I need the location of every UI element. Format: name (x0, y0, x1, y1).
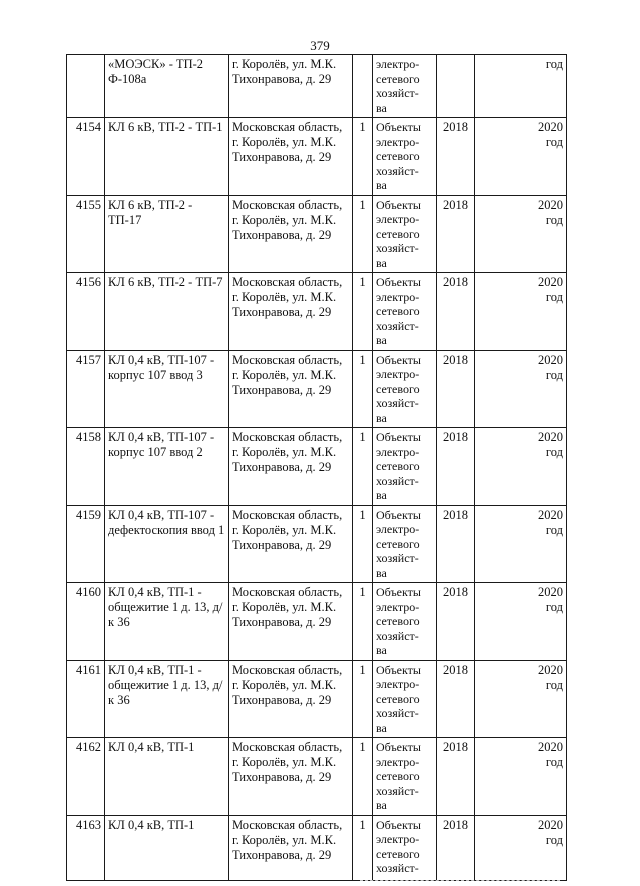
deadline-unit: год (545, 832, 563, 847)
object-name-cell: КЛ 0,4 кВ, ТП-107 - корпус 107 ввод 3 (105, 350, 229, 428)
category-line: сетевого (376, 769, 420, 783)
table-row (67, 505, 567, 583)
quantity-cell: 1 (353, 815, 373, 880)
object-name-cell (105, 55, 229, 118)
category-line: Объекты (376, 120, 421, 134)
table-row-continued (67, 55, 567, 118)
deadline-year: 2020 (538, 275, 563, 289)
year-cell: 2018 (437, 815, 475, 880)
address-cell: Московская область, г. Королёв, ул. М.К. Тихонравова, д. 29 (229, 505, 353, 583)
category-line: ва (376, 255, 387, 270)
address-cell: Московская область, г. Королёв, ул. М.К. Тихонравова, д. 29 (229, 660, 353, 738)
deadline-year: 2020 (538, 817, 563, 832)
category-cell (373, 505, 437, 583)
deadline-year: 2020 (538, 120, 563, 134)
category-line: электро- (376, 599, 420, 614)
quantity-cell: 1 (353, 273, 373, 351)
category-line: ва (376, 798, 387, 812)
category-line: ва (376, 720, 387, 735)
category-line: электро- (376, 367, 420, 381)
category-line: электро- (376, 677, 420, 691)
category-line: сетевого (376, 846, 420, 861)
deadline-unit: год (545, 290, 563, 304)
year-cell: 2018 (437, 660, 475, 738)
row-number-cell: 4161 (67, 660, 105, 738)
category-line: сетевого (376, 71, 420, 86)
address-cell: Московская область, г. Королёв, ул. М.К. Тихонравова, д. 29 (229, 118, 353, 196)
deadline-unit: год (545, 522, 563, 537)
deadline-year: 2020 (538, 662, 563, 677)
registry-body (67, 55, 567, 881)
quantity-cell: 1 (353, 583, 373, 661)
category-cell (373, 815, 437, 880)
category-line: хозяйст- (376, 163, 419, 178)
category-line: хозяйст- (376, 86, 419, 100)
category-line: ва (376, 488, 387, 502)
object-name-cell: КЛ 0,4 кВ, ТП-1 - общежитие 1 д. 13, д/к 36 (105, 660, 229, 738)
category-line: хозяйст- (376, 783, 419, 798)
category-line: электро- (376, 289, 420, 304)
category-line: сетевого (376, 149, 420, 163)
table-row (67, 738, 567, 816)
category-line: ва (376, 410, 387, 425)
year-cell: 2018 (437, 118, 475, 196)
year-cell: 2018 (437, 738, 475, 816)
category-line: сетевого (376, 459, 420, 473)
deadline-year: 2020 (538, 585, 563, 599)
category-line: сетевого (376, 226, 420, 241)
object-name-line: «МОЭСК» - ТП-2 (108, 57, 204, 71)
category-line: сетевого (376, 614, 420, 628)
deadline-cell (475, 428, 567, 506)
category-line: сетевого (376, 536, 420, 551)
object-name-cell: КЛ 0,4 кВ, ТП-1 (105, 815, 229, 880)
category-cell (373, 583, 437, 661)
object-name-line: Ф-108а (108, 72, 147, 86)
registry-table (66, 54, 567, 881)
category-line: электро- (376, 832, 420, 846)
category-line: сетевого (376, 304, 420, 318)
deadline-cell (475, 118, 567, 196)
year-cell: 2018 (437, 195, 475, 273)
category-line: сетевого (376, 381, 420, 396)
deadline-cell (475, 55, 567, 118)
deadline-cell (475, 815, 567, 880)
year-cell: 2018 (437, 505, 475, 583)
row-number-cell: 4162 (67, 738, 105, 816)
deadline-cell (475, 273, 567, 351)
table-row (67, 428, 567, 506)
category-line: Объекты (376, 197, 421, 212)
category-line: хозяйст- (376, 396, 419, 410)
object-name-cell: КЛ 0,4 кВ, ТП-1 (105, 738, 229, 816)
address-line: Тихонравова, д. 29 (232, 72, 332, 86)
deadline-unit: год (545, 135, 563, 149)
deadline-year: 2020 (538, 430, 563, 444)
category-line: электро- (376, 754, 420, 769)
quantity-cell: 1 (353, 428, 373, 506)
quantity-cell: 1 (353, 505, 373, 583)
quantity-cell: 1 (353, 350, 373, 428)
year-cell (437, 55, 475, 118)
category-line: электро- (376, 134, 420, 149)
object-name-cell: КЛ 0,4 кВ, ТП-107 - дефектоскопия ввод 1 (105, 505, 229, 583)
table-row (67, 195, 567, 273)
address-line: г. Королёв, ул. М.К. (232, 57, 337, 71)
row-number-cell: 4158 (67, 428, 105, 506)
row-number-cell: 4156 (67, 273, 105, 351)
deadline-year: 2020 (538, 352, 563, 367)
category-line: Объекты (376, 275, 421, 289)
object-name-cell: КЛ 0,4 кВ, ТП-107 - корпус 107 ввод 2 (105, 428, 229, 506)
deadline-year: 2020 (538, 197, 563, 212)
row-number-cell: 4160 (67, 583, 105, 661)
category-line: Объекты (376, 352, 421, 367)
category-cell (373, 428, 437, 506)
quantity-cell: 1 (353, 118, 373, 196)
category-line: ва (376, 100, 387, 115)
object-name-cell: КЛ 6 кВ, ТП-2 - ТП-1 (105, 118, 229, 196)
year-cell: 2018 (437, 583, 475, 661)
category-line: Объекты (376, 817, 421, 832)
category-line: хозяйст- (376, 628, 419, 643)
quantity-cell: 1 (353, 738, 373, 816)
deadline-unit: год (545, 677, 563, 692)
row-number-cell: 4154 (67, 118, 105, 196)
category-line: хозяйст- (376, 241, 419, 255)
category-cell (373, 350, 437, 428)
quantity-cell (353, 55, 373, 118)
deadline-unit: год (545, 212, 563, 227)
object-name-cell: КЛ 0,4 кВ, ТП-1 - общежитие 1 д. 13, д/к 36 (105, 583, 229, 661)
object-name-cell: КЛ 6 кВ, ТП-2 - ТП-17 (105, 195, 229, 273)
category-line: хозяйст- (376, 318, 419, 333)
category-line: Объекты (376, 507, 421, 522)
category-line: хозяйст- (376, 473, 419, 488)
address-cell: Московская область, г. Королёв, ул. М.К. Тихонравова, д. 29 (229, 815, 353, 880)
deadline-cell (475, 738, 567, 816)
page-number: 379 (310, 38, 330, 53)
category-cell (373, 195, 437, 273)
deadline-unit: год (545, 755, 563, 769)
table-row (67, 273, 567, 351)
table-row (67, 583, 567, 661)
row-number-cell (67, 55, 105, 118)
address-cell: Московская область, г. Королёв, ул. М.К. Тихонравова, д. 29 (229, 428, 353, 506)
deadline-cell (475, 660, 567, 738)
category-line: Объекты (376, 430, 421, 444)
category-line: электро- (376, 444, 420, 459)
deadline-unit: год (545, 367, 563, 382)
table-row (67, 350, 567, 428)
category-cell (373, 55, 437, 118)
category-cell (373, 738, 437, 816)
scan-edge-artifact (360, 880, 560, 882)
category-line: хозяйст- (376, 551, 419, 565)
category-line: сетевого (376, 691, 420, 706)
deadline-year: 2020 (538, 740, 563, 754)
deadline-cell (475, 350, 567, 428)
category-line: ва (376, 333, 387, 347)
deadline-cell (475, 583, 567, 661)
category-line: электро- (376, 212, 420, 226)
row-number-cell: 4155 (67, 195, 105, 273)
category-line: хозяйст- (376, 706, 419, 720)
table-row (67, 660, 567, 738)
deadline-cell (475, 505, 567, 583)
table-row (67, 118, 567, 196)
address-cell: Московская область, г. Королёв, ул. М.К. Тихонравова, д. 29 (229, 350, 353, 428)
category-line: Объекты (376, 585, 421, 599)
year-cell: 2018 (437, 273, 475, 351)
quantity-cell: 1 (353, 195, 373, 273)
year-cell: 2018 (437, 350, 475, 428)
category-cell (373, 118, 437, 196)
deadline-unit: год (545, 445, 563, 459)
object-name-cell: КЛ 6 кВ, ТП-2 - ТП-7 (105, 273, 229, 351)
address-cell: Московская область, г. Королёв, ул. М.К. Тихонравова, д. 29 (229, 195, 353, 273)
deadline-cell (475, 195, 567, 273)
category-line: хозяйст- (376, 861, 419, 875)
row-number-cell: 4159 (67, 505, 105, 583)
quantity-cell: 1 (353, 660, 373, 738)
row-number-cell: 4163 (67, 815, 105, 880)
deadline-unit: год (545, 57, 563, 71)
category-line: Объекты (376, 662, 421, 677)
deadline-year: 2020 (538, 507, 563, 522)
table-row (67, 815, 567, 880)
year-cell: 2018 (437, 428, 475, 506)
category-line: ва (376, 565, 387, 580)
deadline-unit: год (545, 600, 563, 614)
category-line: Объекты (376, 740, 421, 754)
address-cell (229, 55, 353, 118)
row-number-cell: 4157 (67, 350, 105, 428)
category-cell (373, 660, 437, 738)
category-line: электро- (376, 522, 420, 536)
category-line: ва (376, 643, 387, 657)
category-cell (373, 273, 437, 351)
address-cell: Московская область, г. Королёв, ул. М.К. Тихонравова, д. 29 (229, 583, 353, 661)
category-line: электро- (376, 57, 420, 71)
address-cell: Московская область, г. Королёв, ул. М.К. Тихонравова, д. 29 (229, 738, 353, 816)
address-cell: Московская область, г. Королёв, ул. М.К. Тихонравова, д. 29 (229, 273, 353, 351)
category-line: ва (376, 178, 387, 192)
